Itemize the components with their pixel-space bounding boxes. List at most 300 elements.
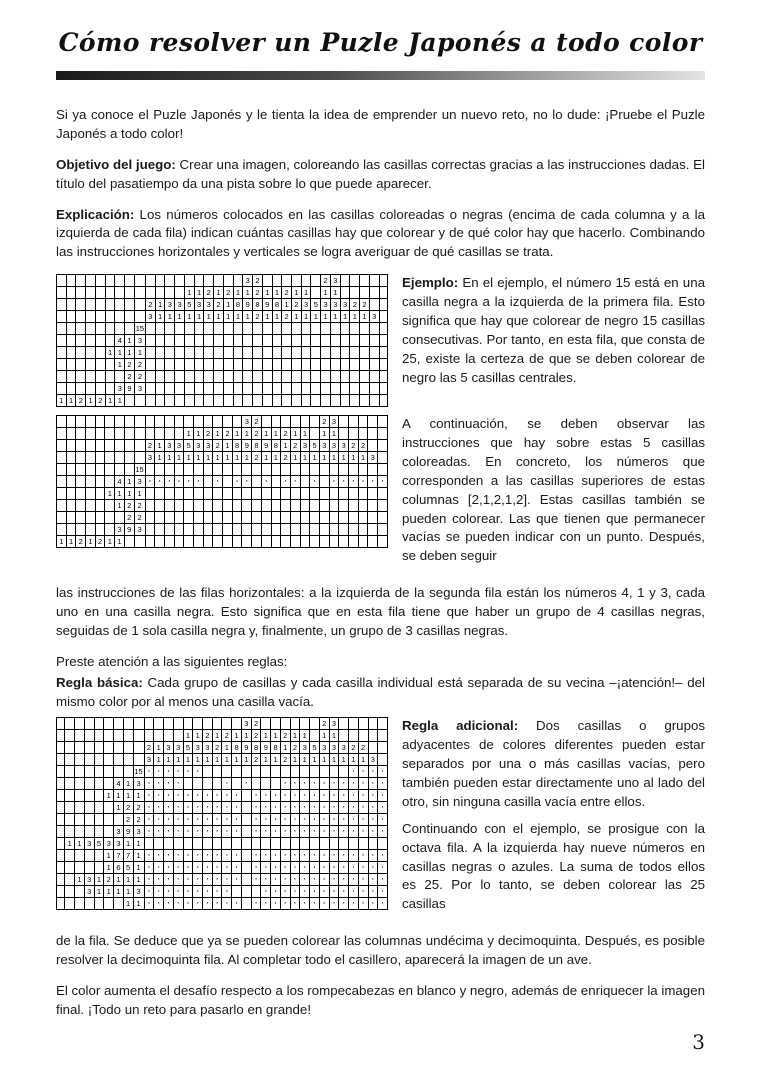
puzzle-cell[interactable] [241,850,251,862]
puzzle-cell[interactable] [144,838,154,850]
puzzle-cell[interactable] [251,826,261,838]
puzzle-cell[interactable] [184,476,194,488]
puzzle-cell[interactable] [251,886,261,898]
puzzle-cell[interactable] [241,862,251,874]
puzzle-cell[interactable] [301,323,311,335]
puzzle-cell[interactable] [280,778,290,790]
puzzle-cell[interactable] [222,898,232,910]
puzzle-cell[interactable] [203,898,213,910]
puzzle-cell[interactable] [203,826,213,838]
puzzle-cell[interactable] [311,347,321,359]
puzzle-cell[interactable] [319,476,329,488]
puzzle-cell[interactable] [339,838,349,850]
puzzle-cell[interactable] [204,323,214,335]
puzzle-cell[interactable] [282,323,292,335]
puzzle-cell[interactable] [310,512,320,524]
puzzle-cell[interactable] [241,874,251,886]
puzzle-cell[interactable] [368,838,378,850]
puzzle-cell[interactable] [222,778,232,790]
puzzle-cell[interactable] [350,359,360,371]
puzzle-cell[interactable] [173,886,183,898]
puzzle-cell[interactable] [360,359,370,371]
puzzle-cell[interactable] [310,850,320,862]
puzzle-cell[interactable] [290,464,300,476]
puzzle-cell[interactable] [319,874,329,886]
puzzle-cell[interactable] [368,500,378,512]
puzzle-cell[interactable] [232,886,242,898]
puzzle-cell[interactable] [164,814,174,826]
puzzle-cell[interactable] [290,826,300,838]
puzzle-cell[interactable] [282,347,292,359]
puzzle-cell[interactable] [271,778,281,790]
puzzle-cell[interactable] [164,802,174,814]
puzzle-cell[interactable] [223,476,233,488]
puzzle-cell[interactable] [241,766,251,778]
puzzle-cell[interactable] [183,778,193,790]
puzzle-cell[interactable] [232,500,242,512]
puzzle-cell[interactable] [329,766,339,778]
puzzle-cell[interactable] [329,862,339,874]
puzzle-cell[interactable] [213,476,223,488]
puzzle-cell[interactable] [212,850,222,862]
puzzle-cell[interactable] [164,778,174,790]
puzzle-cell[interactable] [145,488,155,500]
puzzle-cell[interactable] [155,371,165,383]
puzzle-cell[interactable] [155,383,165,395]
puzzle-cell[interactable] [339,790,349,802]
puzzle-cell[interactable] [214,335,224,347]
puzzle-cell[interactable] [292,347,302,359]
puzzle-cell[interactable] [241,790,251,802]
puzzle-cell[interactable] [164,476,174,488]
puzzle-cell[interactable] [164,850,174,862]
puzzle-cell[interactable] [175,371,185,383]
puzzle-cell[interactable] [194,512,204,524]
puzzle-cell[interactable] [193,898,203,910]
puzzle-cell[interactable] [271,862,281,874]
puzzle-cell[interactable] [349,488,359,500]
puzzle-cell[interactable] [155,464,165,476]
puzzle-cell[interactable] [290,476,300,488]
puzzle-cell[interactable] [251,814,261,826]
puzzle-cell[interactable] [183,862,193,874]
puzzle-cell[interactable] [271,802,281,814]
puzzle-cell[interactable] [369,371,379,383]
puzzle-cell[interactable] [222,886,232,898]
puzzle-cell[interactable] [233,347,243,359]
puzzle-cell[interactable] [183,802,193,814]
puzzle-cell[interactable] [310,874,320,886]
puzzle-cell[interactable] [310,826,320,838]
puzzle-cell[interactable] [310,476,320,488]
puzzle-cell[interactable] [155,335,165,347]
puzzle-cell[interactable] [184,512,194,524]
puzzle-cell[interactable] [310,766,320,778]
puzzle-cell[interactable] [243,359,253,371]
puzzle-cell[interactable] [330,359,340,371]
puzzle-cell[interactable] [175,383,185,395]
puzzle-cell[interactable] [271,874,281,886]
puzzle-cell[interactable] [360,371,370,383]
puzzle-cell[interactable] [321,335,331,347]
puzzle-cell[interactable] [193,790,203,802]
puzzle-cell[interactable] [379,383,387,395]
puzzle-cell[interactable] [281,476,291,488]
puzzle-cell[interactable] [251,838,261,850]
puzzle-cell[interactable] [173,802,183,814]
puzzle-cell[interactable] [261,500,271,512]
puzzle-cell[interactable] [339,874,349,886]
puzzle-cell[interactable] [310,814,320,826]
puzzle-cell[interactable] [301,347,311,359]
puzzle-cell[interactable] [261,766,271,778]
puzzle-cell[interactable] [183,790,193,802]
puzzle-cell[interactable] [203,838,213,850]
puzzle-cell[interactable] [194,359,204,371]
puzzle-cell[interactable] [368,826,378,838]
puzzle-cell[interactable] [301,359,311,371]
puzzle-cell[interactable] [300,814,310,826]
puzzle-cell[interactable] [329,898,339,910]
puzzle-cell[interactable] [144,862,154,874]
puzzle-cell[interactable] [369,323,379,335]
puzzle-cell[interactable] [349,802,359,814]
puzzle-cell[interactable] [330,383,340,395]
puzzle-cell[interactable] [339,524,349,536]
puzzle-cell[interactable] [349,874,359,886]
puzzle-cell[interactable] [339,512,349,524]
puzzle-cell[interactable] [319,512,329,524]
puzzle-cell[interactable] [155,476,165,488]
puzzle-cell[interactable] [281,488,291,500]
puzzle-cell[interactable] [300,766,310,778]
puzzle-cell[interactable] [194,464,204,476]
puzzle-cell[interactable] [175,359,185,371]
puzzle-cell[interactable] [173,838,183,850]
puzzle-cell[interactable] [358,814,368,826]
puzzle-cell[interactable] [194,347,204,359]
puzzle-cell[interactable] [290,886,300,898]
puzzle-cell[interactable] [251,862,261,874]
puzzle-cell[interactable] [280,838,290,850]
puzzle-cell[interactable] [300,500,310,512]
puzzle-cell[interactable] [310,488,320,500]
puzzle-cell[interactable] [261,476,271,488]
puzzle-cell[interactable] [184,323,194,335]
puzzle-cell[interactable] [369,335,379,347]
puzzle-cell[interactable] [194,371,204,383]
puzzle-cell[interactable] [214,323,224,335]
puzzle-cell[interactable] [154,838,164,850]
puzzle-cell[interactable] [281,500,291,512]
puzzle-cell[interactable] [358,512,368,524]
puzzle-cell[interactable] [212,886,222,898]
puzzle-cell[interactable] [319,838,329,850]
puzzle-cell[interactable] [252,464,262,476]
puzzle-cell[interactable] [310,802,320,814]
puzzle-cell[interactable] [339,476,349,488]
puzzle-cell[interactable] [339,814,349,826]
puzzle-cell[interactable] [223,464,233,476]
puzzle-cell[interactable] [350,371,360,383]
puzzle-cell[interactable] [261,488,271,500]
puzzle-cell[interactable] [164,512,174,524]
puzzle-cell[interactable] [300,826,310,838]
puzzle-cell[interactable] [290,524,300,536]
puzzle-cell[interactable] [368,512,378,524]
puzzle-cell[interactable] [349,512,359,524]
puzzle-cell[interactable] [155,524,165,536]
puzzle-cell[interactable] [203,778,213,790]
puzzle-cell[interactable] [290,802,300,814]
puzzle-cell[interactable] [349,898,359,910]
puzzle-cell[interactable] [253,359,263,371]
puzzle-cell[interactable] [145,500,155,512]
puzzle-cell[interactable] [164,886,174,898]
puzzle-cell[interactable] [280,850,290,862]
puzzle-cell[interactable] [379,347,387,359]
puzzle-cell[interactable] [272,323,282,335]
puzzle-cell[interactable] [194,524,204,536]
puzzle-cell[interactable] [203,500,213,512]
puzzle-cell[interactable] [212,766,222,778]
puzzle-cell[interactable] [183,766,193,778]
puzzle-cell[interactable] [368,778,378,790]
puzzle-cell[interactable] [183,838,193,850]
puzzle-cell[interactable] [232,512,242,524]
puzzle-cell[interactable] [232,802,242,814]
puzzle-cell[interactable] [292,359,302,371]
puzzle-cell[interactable] [174,476,184,488]
puzzle-cell[interactable] [155,347,165,359]
puzzle-cell[interactable] [378,524,388,536]
puzzle-cell[interactable] [261,826,271,838]
puzzle-cell[interactable] [368,850,378,862]
puzzle-cell[interactable] [222,766,232,778]
puzzle-cell[interactable] [242,500,252,512]
puzzle-cell[interactable] [282,371,292,383]
puzzle-cell[interactable] [319,790,329,802]
puzzle-cell[interactable] [154,850,164,862]
puzzle-cell[interactable] [164,874,174,886]
puzzle-cell[interactable] [213,512,223,524]
puzzle-cell[interactable] [329,524,339,536]
puzzle-cell[interactable] [300,488,310,500]
puzzle-cell[interactable] [349,826,359,838]
puzzle-cell[interactable] [232,898,242,910]
puzzle-cell[interactable] [173,778,183,790]
puzzle-cell[interactable] [271,886,281,898]
puzzle-cell[interactable] [184,383,194,395]
puzzle-cell[interactable] [292,323,302,335]
puzzle-cell[interactable] [378,898,388,910]
puzzle-cell[interactable] [349,464,359,476]
puzzle-cell[interactable] [350,335,360,347]
puzzle-cell[interactable] [144,826,154,838]
puzzle-cell[interactable] [329,874,339,886]
puzzle-cell[interactable] [184,500,194,512]
puzzle-cell[interactable] [194,476,204,488]
puzzle-cell[interactable] [155,323,165,335]
puzzle-cell[interactable] [154,814,164,826]
puzzle-cell[interactable] [321,359,331,371]
puzzle-cell[interactable] [319,886,329,898]
puzzle-cell[interactable] [300,898,310,910]
puzzle-cell[interactable] [222,814,232,826]
puzzle-cell[interactable] [242,476,252,488]
puzzle-cell[interactable] [358,886,368,898]
puzzle-cell[interactable] [164,790,174,802]
puzzle-cell[interactable] [271,898,281,910]
puzzle-cell[interactable] [145,464,155,476]
puzzle-cell[interactable] [164,898,174,910]
puzzle-cell[interactable] [233,383,243,395]
puzzle-cell[interactable] [233,371,243,383]
puzzle-cell[interactable] [358,488,368,500]
puzzle-cell[interactable] [223,524,233,536]
puzzle-cell[interactable] [349,766,359,778]
puzzle-cell[interactable] [350,347,360,359]
puzzle-cell[interactable] [194,335,204,347]
puzzle-cell[interactable] [271,476,281,488]
puzzle-cell[interactable] [242,488,252,500]
puzzle-cell[interactable] [271,826,281,838]
puzzle-cell[interactable] [290,898,300,910]
puzzle-cell[interactable] [193,778,203,790]
puzzle-cell[interactable] [280,826,290,838]
puzzle-cell[interactable] [319,778,329,790]
puzzle-cell[interactable] [173,790,183,802]
puzzle-cell[interactable] [358,838,368,850]
puzzle-cell[interactable] [330,335,340,347]
puzzle-cell[interactable] [310,464,320,476]
puzzle-cell[interactable] [349,778,359,790]
puzzle-cell[interactable] [144,898,154,910]
puzzle-cell[interactable] [222,874,232,886]
puzzle-cell[interactable] [379,371,387,383]
puzzle-cell[interactable] [311,323,321,335]
puzzle-cell[interactable] [203,488,213,500]
puzzle-cell[interactable] [145,359,155,371]
puzzle-cell[interactable] [223,512,233,524]
puzzle-cell[interactable] [310,898,320,910]
puzzle-cell[interactable] [251,778,261,790]
puzzle-cell[interactable] [213,464,223,476]
puzzle-cell[interactable] [350,383,360,395]
puzzle-cell[interactable] [232,524,242,536]
puzzle-cell[interactable] [340,371,350,383]
puzzle-cell[interactable] [300,874,310,886]
puzzle-cell[interactable] [203,874,213,886]
puzzle-cell[interactable] [154,826,164,838]
puzzle-cell[interactable] [349,790,359,802]
puzzle-cell[interactable] [262,347,272,359]
puzzle-cell[interactable] [271,838,281,850]
puzzle-cell[interactable] [174,512,184,524]
puzzle-cell[interactable] [155,359,165,371]
puzzle-cell[interactable] [241,814,251,826]
puzzle-cell[interactable] [379,323,387,335]
puzzle-cell[interactable] [358,850,368,862]
puzzle-cell[interactable] [175,323,185,335]
puzzle-cell[interactable] [164,464,174,476]
puzzle-cell[interactable] [329,778,339,790]
puzzle-cell[interactable] [261,898,271,910]
puzzle-cell[interactable] [193,802,203,814]
puzzle-cell[interactable] [212,898,222,910]
puzzle-cell[interactable] [184,464,194,476]
puzzle-cell[interactable] [321,347,331,359]
puzzle-cell[interactable] [329,476,339,488]
puzzle-cell[interactable] [194,383,204,395]
puzzle-cell[interactable] [349,476,359,488]
puzzle-cell[interactable] [184,524,194,536]
puzzle-cell[interactable] [339,778,349,790]
puzzle-cell[interactable] [290,766,300,778]
puzzle-cell[interactable] [214,383,224,395]
puzzle-cell[interactable] [272,383,282,395]
puzzle-cell[interactable] [222,802,232,814]
puzzle-cell[interactable] [280,790,290,802]
puzzle-cell[interactable] [212,802,222,814]
puzzle-cell[interactable] [193,838,203,850]
puzzle-cell[interactable] [194,500,204,512]
puzzle-cell[interactable] [173,874,183,886]
puzzle-cell[interactable] [360,335,370,347]
puzzle-cell[interactable] [223,488,233,500]
puzzle-cell[interactable] [154,874,164,886]
puzzle-cell[interactable] [261,874,271,886]
puzzle-cell[interactable] [184,359,194,371]
puzzle-cell[interactable] [271,814,281,826]
puzzle-cell[interactable] [300,838,310,850]
puzzle-cell[interactable] [290,512,300,524]
puzzle-cell[interactable] [378,464,388,476]
puzzle-cell[interactable] [252,512,262,524]
puzzle-cell[interactable] [369,347,379,359]
puzzle-cell[interactable] [154,802,164,814]
puzzle-cell[interactable] [203,464,213,476]
puzzle-cell[interactable] [330,323,340,335]
puzzle-cell[interactable] [243,383,253,395]
puzzle-cell[interactable] [183,814,193,826]
puzzle-cell[interactable] [165,359,175,371]
puzzle-cell[interactable] [253,335,263,347]
puzzle-cell[interactable] [165,347,175,359]
puzzle-cell[interactable] [213,524,223,536]
puzzle-cell[interactable] [164,826,174,838]
puzzle-cell[interactable] [184,347,194,359]
puzzle-cell[interactable] [262,371,272,383]
puzzle-cell[interactable] [300,886,310,898]
puzzle-cell[interactable] [232,826,242,838]
puzzle-cell[interactable] [368,898,378,910]
puzzle-cell[interactable] [253,371,263,383]
puzzle-cell[interactable] [290,488,300,500]
puzzle-cell[interactable] [272,347,282,359]
puzzle-cell[interactable] [233,323,243,335]
puzzle-cell[interactable] [184,335,194,347]
puzzle-cell[interactable] [154,886,164,898]
puzzle-cell[interactable] [261,512,271,524]
puzzle-cell[interactable] [193,766,203,778]
puzzle-cell[interactable] [339,886,349,898]
puzzle-cell[interactable] [301,383,311,395]
puzzle-cell[interactable] [368,464,378,476]
puzzle-cell[interactable] [329,826,339,838]
puzzle-cell[interactable] [251,790,261,802]
puzzle-cell[interactable] [310,500,320,512]
